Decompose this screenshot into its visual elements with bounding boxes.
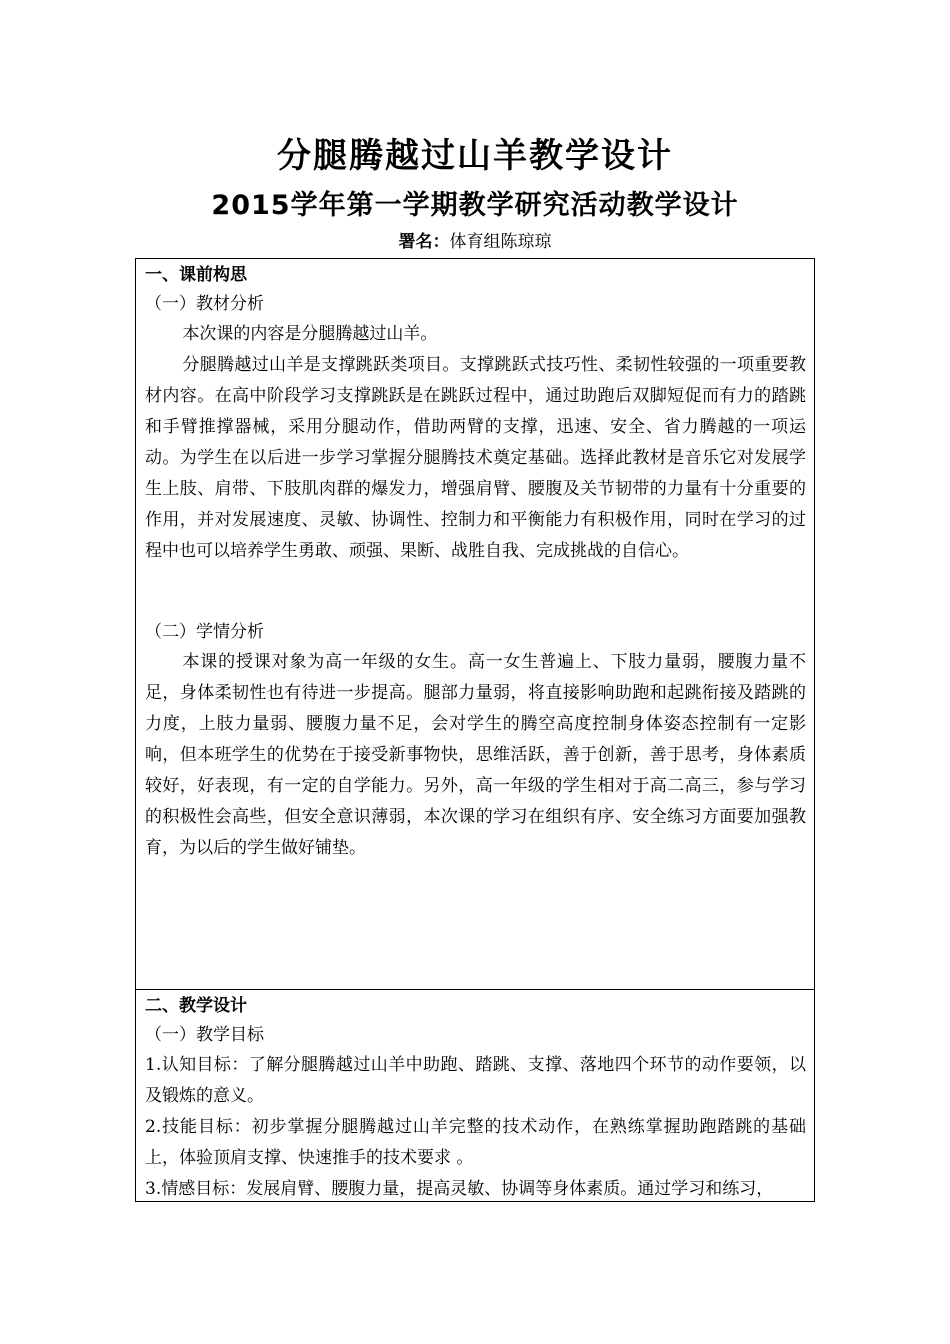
section-heading-teaching-design: 二、教学设计 bbox=[145, 996, 247, 1016]
signature-line bbox=[0, 227, 950, 252]
section-heading-pre-class: 一、课前构思 bbox=[145, 265, 247, 285]
student-analysis-paragraph: 本课的授课对象为高一年级的女生。高一女生普遍上、下肢力量弱，腰腹力量不足，身体柔韧性也有待进一步提高。腿部力量弱，将直接影响助跑和起跳衔接及踏跳的力度，上肢力量弱、腰腹力量不足，会对学生的腾空高度控制身体姿态控制有一定影响，但本班学生的优势在于接受新事物快，思维活跃，善于创新，善于思考，身体素质较好，好表现，有一定的自学能力。另外，高一年级的学生相对于高二高三，参与学习的积极性会高些，但安全意识薄弱，本次课的学习在组织有序、安全练习方面要加强教育，为以后的学生做好铺垫。 bbox=[145, 652, 806, 858]
document-title: 分腿腾越过山羊教学设计 bbox=[277, 136, 673, 176]
goal-emotional: 3.情感目标：发展肩臂、腰腹力量，提高灵敏、协调等身体素质。通过学习和练习， bbox=[145, 1179, 774, 1199]
signature-label: 署名： bbox=[398, 232, 450, 252]
teaching-design-cell bbox=[136, 989, 814, 1201]
goals-list bbox=[145, 1050, 806, 1201]
document-subtitle: 2015学年第一学期教学研究活动教学设计 bbox=[211, 190, 739, 221]
subheading-student-analysis: （二）学情分析 bbox=[145, 622, 264, 642]
lesson-plan-table bbox=[135, 258, 815, 1202]
material-intro-paragraph: 本次课的内容是分腿腾越过山羊。 bbox=[182, 324, 438, 344]
material-analysis-paragraph: 分腿腾越过山羊是支撑跳跃类项目。支撑跳跃式技巧性、柔韧性较强的一项重要教材内容。在高中阶段学习支撑跳跃是在跳跃过程中，通过助跑后双脚短促而有力的踏跳和手臂推撑器械，采用分腿动作，借助两臂的支撑，迅速、安全、省力腾越的一项运动。为学生在以后进一步学习掌握分腿腾技术奠定基础。选择此教材是音乐它对发展学生上肢、肩带、下肢肌肉群的爆发力，增强肩臂、腰腹及关节韧带的力量有十分重要的作用，并对发展速度、灵敏、协调性、控制力和平衡能力有积极作用，同时在学习的过程中也可以培养学生勇敢、顽强、果断、战胜自我、完成挑战的自信心。 bbox=[145, 355, 806, 561]
goal-cognitive: 1.认知目标：了解分腿腾越过山羊中助跑、踏跳、支撑、落地四个环节的动作要领，以及锻炼的意义。 bbox=[145, 1055, 806, 1106]
subheading-material-analysis: （一）教材分析 bbox=[145, 294, 264, 314]
blank-space bbox=[145, 567, 806, 617]
signature-value: 体育组陈琼琼 bbox=[449, 232, 552, 252]
goal-skill: 2.技能目标：初步掌握分腿腾越过山羊完整的技术动作，在熟练掌握助跑踏跳的基础上，体验顶肩支撑、快速推手的技术要求 。 bbox=[145, 1117, 806, 1168]
pre-class-design-cell bbox=[136, 259, 814, 989]
subheading-teaching-goals: （一）教学目标 bbox=[145, 1025, 264, 1045]
